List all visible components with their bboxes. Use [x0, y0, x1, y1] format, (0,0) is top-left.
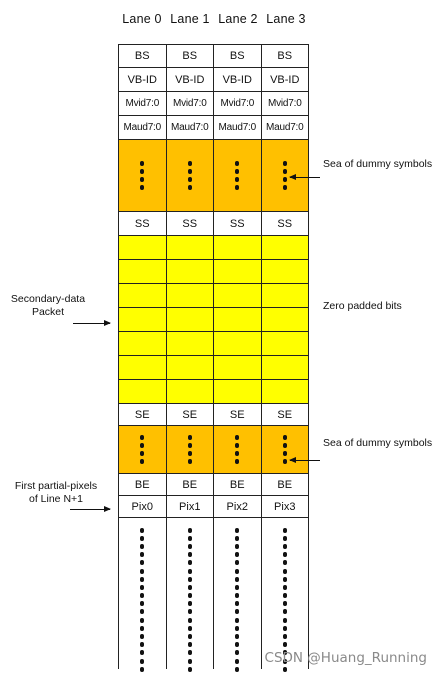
dummy-symbols-bottom-row: [118, 426, 309, 474]
ellipsis-icon: [235, 160, 239, 192]
se-row: [118, 404, 309, 426]
ss-cell: SS: [118, 212, 167, 236]
dummy-cell: [214, 426, 262, 474]
dummy-symbols-top-row: [118, 140, 309, 212]
padding-cell: [118, 236, 167, 260]
padding-cell: [262, 308, 310, 332]
mvid-cell: Mvid7:0: [262, 92, 310, 116]
vbid-cell: VB-ID: [214, 68, 262, 92]
be-cell: BE: [118, 474, 167, 496]
padding-row: [118, 356, 309, 380]
padding-cell: [167, 260, 215, 284]
maud-cell: Maud7:0: [214, 116, 262, 140]
padding-cell: [214, 260, 262, 284]
bs-cell: BS: [167, 44, 215, 68]
maud-cell: Maud7:0: [262, 116, 310, 140]
be-cell: BE: [167, 474, 215, 496]
padding-cell: [262, 284, 310, 308]
secondary-label-line2: Packet: [31, 306, 65, 318]
lane-3-header: Lane 3: [266, 12, 306, 26]
padding-cell: [214, 332, 262, 356]
dummy-cell: [262, 140, 310, 212]
padding-cell: [262, 332, 310, 356]
vbid-cell: VB-ID: [118, 68, 167, 92]
padding-cell: [167, 332, 215, 356]
lane-2-header: Lane 2: [218, 12, 258, 26]
pix-cell: Pix1: [167, 496, 215, 518]
padding-cell: [118, 260, 167, 284]
lane-grid: [118, 44, 309, 669]
be-cell: BE: [214, 474, 262, 496]
padding-cell: [167, 236, 215, 260]
padding-cell: [118, 380, 167, 404]
padding-cell: [118, 284, 167, 308]
padding-cell: [167, 356, 215, 380]
zero-padded-label: Zero padded bits: [323, 300, 402, 312]
secondary-data-packet-label: [6, 293, 90, 319]
ss-cell: SS: [214, 212, 262, 236]
padding-cell: [214, 380, 262, 404]
pix-cell: Pix3: [262, 496, 310, 518]
padding-cell: [167, 308, 215, 332]
ellipsis-icon: [140, 526, 144, 673]
padding-cell: [118, 356, 167, 380]
arrow-icon: [70, 509, 110, 510]
first-partial-pixels-label: [4, 480, 108, 506]
first-partial-line2: of Line N+1: [29, 493, 83, 505]
pixel-continuation-row: [118, 518, 309, 669]
vbid-cell: VB-ID: [262, 68, 310, 92]
sea-dummy-top-label: Sea of dummy symbols: [323, 158, 433, 170]
arrow-icon: [290, 177, 320, 178]
padding-cell: [214, 236, 262, 260]
be-cell: BE: [262, 474, 310, 496]
ellipsis-icon: [140, 160, 144, 192]
padding-cell: [262, 260, 310, 284]
mvid-cell: Mvid7:0: [118, 92, 167, 116]
padding-row: [118, 332, 309, 356]
ellipsis-icon: [188, 526, 192, 673]
padding-row: [118, 236, 309, 260]
dummy-cell: [118, 426, 167, 474]
maud-cell: Maud7:0: [118, 116, 167, 140]
padding-cell: [214, 308, 262, 332]
lane-0-header: Lane 0: [122, 12, 162, 26]
sea-dummy-bottom-label: Sea of dummy symbols: [323, 437, 433, 449]
continuation-cell: [118, 518, 167, 669]
arrow-icon: [73, 323, 110, 324]
padding-row: [118, 260, 309, 284]
padding-cell: [118, 332, 167, 356]
pix-row: [118, 496, 309, 518]
be-row: [118, 474, 309, 496]
mvid-row: [118, 92, 309, 116]
se-cell: SE: [167, 404, 215, 426]
padding-row: [118, 380, 309, 404]
bs-cell: BS: [214, 44, 262, 68]
bs-cell: BS: [262, 44, 310, 68]
ellipsis-icon: [140, 434, 144, 466]
vbid-row: [118, 68, 309, 92]
arrow-icon: [290, 460, 320, 461]
padding-cell: [262, 380, 310, 404]
padding-row: [118, 284, 309, 308]
pix-cell: Pix2: [214, 496, 262, 518]
bs-row: [118, 44, 309, 68]
dummy-cell: [118, 140, 167, 212]
maud-cell: Maud7:0: [167, 116, 215, 140]
padding-cell: [214, 284, 262, 308]
dummy-cell: [167, 426, 215, 474]
padding-cell: [167, 380, 215, 404]
bs-cell: BS: [118, 44, 167, 68]
ss-row: [118, 212, 309, 236]
continuation-cell: [214, 518, 262, 669]
vbid-cell: VB-ID: [167, 68, 215, 92]
dummy-cell: [262, 426, 310, 474]
watermark: CSDN @Huang_Running: [264, 650, 427, 666]
padding-cell: [262, 356, 310, 380]
continuation-cell: [167, 518, 215, 669]
mvid-cell: Mvid7:0: [167, 92, 215, 116]
dummy-cell: [167, 140, 215, 212]
ellipsis-icon: [283, 160, 287, 192]
padding-cell: [167, 284, 215, 308]
mvid-cell: Mvid7:0: [214, 92, 262, 116]
ellipsis-icon: [188, 160, 192, 192]
se-cell: SE: [214, 404, 262, 426]
ss-cell: SS: [167, 212, 215, 236]
padding-cell: [118, 308, 167, 332]
continuation-cell: [262, 518, 310, 669]
se-cell: SE: [262, 404, 310, 426]
padding-row: [118, 308, 309, 332]
ellipsis-icon: [283, 434, 287, 466]
dummy-cell: [214, 140, 262, 212]
padding-cell: [214, 356, 262, 380]
ss-cell: SS: [262, 212, 310, 236]
maud-row: [118, 116, 309, 140]
pix-cell: Pix0: [118, 496, 167, 518]
ellipsis-icon: [235, 434, 239, 466]
ellipsis-icon: [235, 526, 239, 673]
secondary-label-line1: Secondary-data: [10, 293, 86, 305]
ellipsis-icon: [188, 434, 192, 466]
lane-1-header: Lane 1: [170, 12, 210, 26]
first-partial-line1: First partial-pixels: [14, 480, 98, 492]
padding-cell: [262, 236, 310, 260]
se-cell: SE: [118, 404, 167, 426]
